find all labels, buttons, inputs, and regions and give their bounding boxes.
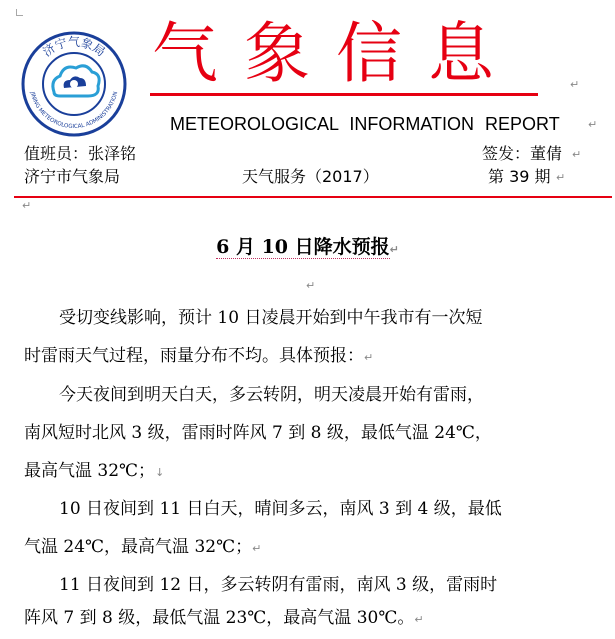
body-line: 11 日夜间到 12 日，多云转阴有雷雨，南风 3 级，雷雨时 xyxy=(59,575,498,595)
issuer: 签发：董倩 xyxy=(482,144,563,163)
page-corner-mark xyxy=(16,9,23,16)
banner-title: 气象信息 xyxy=(152,15,520,92)
service-label: 天气服务（2017） xyxy=(242,167,379,186)
issue-number: 第 39 期 xyxy=(488,167,551,186)
paragraph-mark: ↵ xyxy=(306,279,316,292)
line-break-mark: ↓ xyxy=(155,466,165,479)
body-line: 受切变线影响，预计 10 日凌晨开始到中午我市有一次短 xyxy=(59,308,483,328)
banner-underline xyxy=(150,93,538,96)
logo-english-name: JINING METEOROLOGICAL ADMINISTRATION xyxy=(28,91,120,131)
paragraph-mark: ↵ xyxy=(22,199,32,212)
paragraph-mark: ↵ xyxy=(588,118,598,131)
body-line: 阵风 7 到 8 级，最低气温 23℃，最高气温 30℃。↵ xyxy=(24,608,424,628)
paragraph-mark: ↵ xyxy=(414,613,424,626)
logo-chinese-name: 济宁气象局 xyxy=(40,35,108,60)
organization-name: 济宁市气象局 xyxy=(24,167,121,186)
document-title xyxy=(0,234,615,263)
header-divider xyxy=(14,196,612,198)
paragraph-mark: ↵ xyxy=(252,542,262,555)
paragraph-mark: ↵ xyxy=(364,351,374,364)
body-line: 气温 24℃，最高气温 32℃；↵ xyxy=(24,537,262,557)
body-line: 南风短时北风 3 级，雷雨时阵风 7 到 8 级，最低气温 24℃， xyxy=(24,423,492,443)
english-report-title: METEOROLOGICAL INFORMATION REPORT xyxy=(170,114,560,134)
paragraph-mark: ↵ xyxy=(556,171,566,184)
duty-officer: 值班员：张泽铭 xyxy=(24,144,137,163)
paragraph-mark: ↵ xyxy=(389,243,399,256)
body-line: 最高气温 32℃；↓ xyxy=(24,461,165,481)
body-line: 10 日夜间到 11 日白天，晴间多云，南风 3 到 4 级，最低 xyxy=(59,499,502,519)
logo-emblem-icon xyxy=(20,30,128,138)
paragraph-mark: ↵ xyxy=(572,148,582,161)
body-line: 时雷雨天气过程，雨量分布不均。具体预报：↵ xyxy=(24,346,374,366)
jining-meteorological-administration-logo xyxy=(20,30,128,138)
body-line: 今天夜间到明天白天，多云转阴，明天凌晨开始有雷雨， xyxy=(59,385,484,405)
paragraph-mark: ↵ xyxy=(570,78,580,91)
document-title-text: 6 月 10 日降水预报 xyxy=(216,236,390,258)
